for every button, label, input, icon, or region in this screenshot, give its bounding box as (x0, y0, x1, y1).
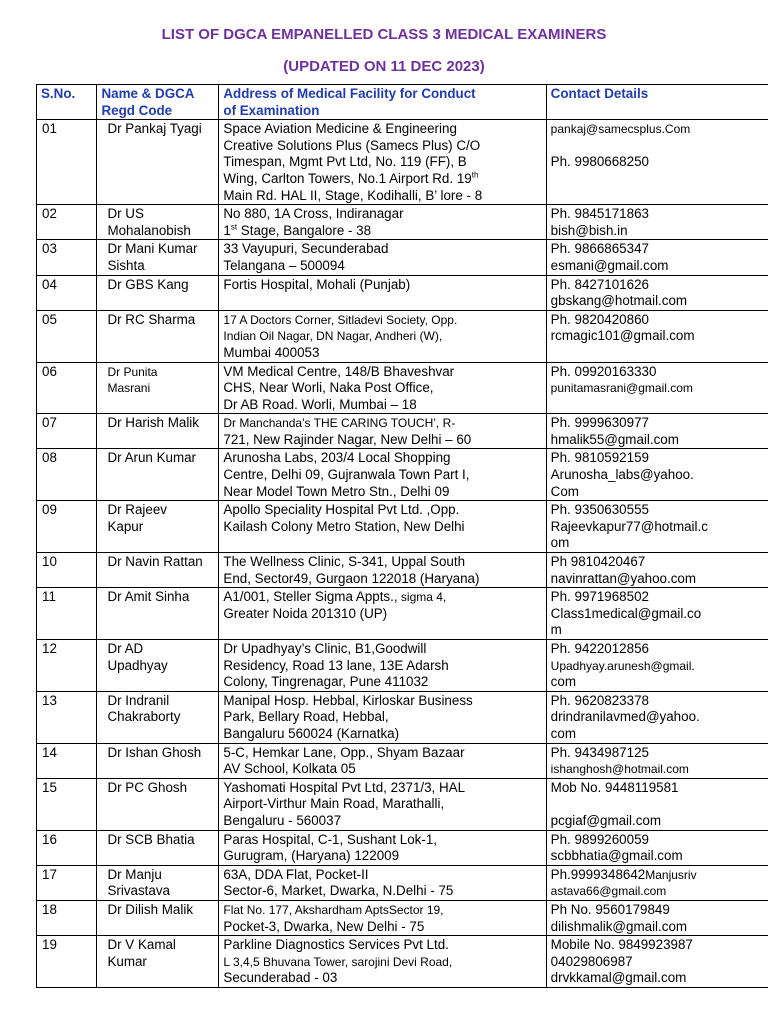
email-link[interactable]: Arunosha_labs@yahoo. (550, 467, 694, 483)
examiner-name: Dr GBS Kang (97, 275, 219, 310)
header-contact: Contact Details (546, 85, 768, 120)
table-row (37, 501, 768, 553)
email-link[interactable]: hmalik55@gmail.com (550, 431, 679, 447)
email-link[interactable]: drvkkamal@gmail.com (550, 970, 687, 986)
contact-details: Ph. 9899260059 scbbhatia@gmail.com (546, 830, 768, 865)
table-row (37, 240, 768, 275)
examiner-name: Dr V Kamal Kumar (97, 936, 219, 988)
examiner-name: Dr Mani Kumar Sishta (97, 240, 219, 275)
email-link[interactable]: gbskang@hotmail.com (550, 293, 688, 309)
facility-address: VM Medical Centre, 148/B Bhaveshvar CHS, Near Worli, Naka Post Office, Dr AB Road. Worli, Mumbai – 18 (219, 362, 546, 414)
email-link[interactable]: Class1medical@gmail.co (550, 605, 702, 621)
table-row (37, 865, 768, 900)
table-row (37, 275, 768, 310)
table-row (37, 553, 768, 588)
email-link[interactable]: pankaj@samecsplus.Com (550, 122, 691, 137)
table-row (37, 778, 768, 830)
row-sno: 05 (37, 310, 97, 362)
examiner-name: Dr Indranil Chakraborty (97, 691, 219, 743)
contact-details: Ph. 9866865347 esmani@gmail.com (546, 240, 768, 275)
table-row (37, 830, 768, 865)
facility-address: Manipal Hosp. Hebbal, Kirloskar Business Park, Bellary Road, Hebbal, Bangaluru 560024 (Karnatka) (219, 691, 546, 743)
examiner-name: Dr US Mohalanobish (97, 205, 219, 240)
email-link[interactable]: scbbhatia@gmail.com (550, 848, 683, 864)
table-row (37, 414, 768, 449)
facility-address: 17 A Doctors Corner, Sitladevi Society, Opp. Indian Oil Nagar, DN Nagar, Andheri (W), Mumbai 400053 (219, 310, 546, 362)
facility-address: Arunosha Labs, 203/4 Local Shopping Centre, Delhi 09, Gujranwala Town Part I, Near Model Town Metro Stn., Delhi 09 (219, 449, 546, 501)
email-link[interactable]: pcgiaf@gmail.com (550, 812, 662, 828)
examiner-name: Dr Manju Srivastava (97, 865, 219, 900)
facility-address: Yashomati Hospital Pvt Ltd, 2371/3, HAL Airport-Virthur Main Road, Marathalli, Bengaluru - 560037 (219, 778, 546, 830)
facility-address: No 880, 1A Cross, Indiranagar 1st Stage, Bangalore - 38 (219, 205, 546, 240)
email-link[interactable]: ishanghosh@hotmail.com (550, 762, 689, 777)
contact-details: Mob No. 9448119581 pcgiaf@gmail.com (546, 778, 768, 830)
email-link[interactable]: navinrattan@yahoo.com (550, 570, 697, 586)
row-sno: 19 (37, 936, 97, 988)
row-sno: 07 (37, 414, 97, 449)
contact-details: Ph. 09920163330 punitamasrani@gmail.com (546, 362, 768, 414)
row-sno: 16 (37, 830, 97, 865)
examiner-name: Dr Ishan Ghosh (97, 743, 219, 778)
contact-details: Ph. 9820420860 rcmagic101@gmail.com (546, 310, 768, 362)
examiner-name: Dr Pankaj Tyagi (97, 120, 219, 205)
row-sno: 17 (37, 865, 97, 900)
contact-details: Ph. 9845171863 bish@bish.in (546, 205, 768, 240)
contact-details: Ph. 9350630555 Rajeevkapur77@hotmail.c om (546, 501, 768, 553)
row-sno: 13 (37, 691, 97, 743)
email-link[interactable]: drindranilavmed@yahoo. (550, 709, 700, 725)
row-sno: 11 (37, 588, 97, 640)
row-sno: 09 (37, 501, 97, 553)
facility-address: The Wellness Clinic, S-341, Uppal South End, Sector49, Gurgaon 122018 (Haryana) (219, 553, 546, 588)
row-sno: 10 (37, 553, 97, 588)
row-sno: 02 (37, 205, 97, 240)
examiner-name: Dr RC Sharma (97, 310, 219, 362)
facility-address: 33 Vayupuri, Secunderabad Telangana – 500094 (219, 240, 546, 275)
examiner-name: Dr Navin Rattan (97, 553, 219, 588)
table-row (37, 588, 768, 640)
facility-address: 63A, DDA Flat, Pocket-II Sector-6, Market, Dwarka, N.Delhi - 75 (219, 865, 546, 900)
contact-details: Ph. 9620823378 drindranilavmed@yahoo. com (546, 691, 768, 743)
table-row (37, 900, 768, 935)
table-row (37, 362, 768, 414)
contact-details: Mobile No. 9849923987 04029806987 drvkkamal@gmail.com (546, 936, 768, 988)
contact-details: Ph. 9999630977 hmalik55@gmail.com (546, 414, 768, 449)
page-title: LIST OF DGCA EMPANELLED CLASS 3 MEDICAL EXAMINERS (161, 26, 607, 43)
table-row (37, 120, 768, 205)
email-link[interactable]: esmani@gmail.com (550, 257, 669, 273)
contact-details: Ph. 9434987125 ishanghosh@hotmail.com (546, 743, 768, 778)
examiner-name: Dr Harish Malik (97, 414, 219, 449)
facility-address: 5-C, Hemkar Lane, Opp., Shyam Bazaar AV School, Kolkata 05 (219, 743, 546, 778)
row-sno: 03 (37, 240, 97, 275)
contact-details: Ph. 8427101626 gbskang@hotmail.com (546, 275, 768, 310)
row-sno: 06 (37, 362, 97, 414)
contact-details: Ph. 9810592159 Arunosha_labs@yahoo. Com (546, 449, 768, 501)
page-subtitle: (UPDATED ON 11 DEC 2023) (283, 58, 485, 75)
table-row (37, 310, 768, 362)
row-sno: 14 (37, 743, 97, 778)
facility-address: Dr Manchanda’s THE CARING TOUCH’, R- 721, New Rajinder Nagar, New Delhi – 60 (219, 414, 546, 449)
email-link[interactable]: bish@bish.in (550, 222, 628, 238)
header-name: Name & DGCA Regd Code (97, 85, 219, 120)
examiner-name: Dr Dilish Malik (97, 900, 219, 935)
email-link[interactable]: punitamasrani@gmail.com (550, 381, 693, 396)
email-link[interactable]: rcmagic101@gmail.com (550, 328, 695, 344)
table-row (37, 743, 768, 778)
header-address: Address of Medical Facility for Conduct of Examination (219, 85, 546, 120)
table-row (37, 691, 768, 743)
facility-address: Parkline Diagnostics Services Pvt Ltd. L 3,4,5 Bhuvana Tower, sarojini Devi Road, Secunderabad - 03 (219, 936, 546, 988)
facility-address: Apollo Speciality Hospital Pvt Ltd. ,Opp. Kailash Colony Metro Station, New Delhi (219, 501, 546, 553)
contact-details: Ph No. 9560179849 dilishmalik@gmail.com (546, 900, 768, 935)
contact-details: Ph 9810420467 navinrattan@yahoo.com (546, 553, 768, 588)
examiner-name: Dr SCB Bhatia (97, 830, 219, 865)
row-sno: 01 (37, 120, 97, 205)
row-sno: 08 (37, 449, 97, 501)
examiners-table (36, 84, 768, 988)
facility-address: Flat No. 177, Akshardham AptsSector 19, Pocket-3, Dwarka, New Delhi - 75 (219, 900, 546, 935)
row-sno: 12 (37, 640, 97, 692)
table-header-row (37, 85, 768, 120)
table-row (37, 936, 768, 988)
row-sno: 15 (37, 778, 97, 830)
table-row (37, 205, 768, 240)
email-link[interactable]: astava66@gmail.com (550, 884, 667, 899)
examiner-name: Dr Arun Kumar (97, 449, 219, 501)
facility-address: Paras Hospital, C-1, Sushant Lok-1, Gurugram, (Haryana) 122009 (219, 830, 546, 865)
header-sno: S.No. (37, 85, 97, 120)
contact-details: Ph. 9422012856 Upadhyay.arunesh@gmail. com (546, 640, 768, 692)
examiner-name: Dr PC Ghosh (97, 778, 219, 830)
facility-address: Dr Upadhyay’s Clinic, B1,Goodwill Residency, Road 13 lane, 13E Adarsh Colony, Tingrenagar, Pune 411032 (219, 640, 546, 692)
email-link[interactable]: dilishmalik@gmail.com (550, 918, 688, 934)
examiner-name: Dr Rajeev Kapur (97, 501, 219, 553)
row-sno: 04 (37, 275, 97, 310)
examiner-name: Dr AD Upadhyay (97, 640, 219, 692)
contact-details: Ph. 9971968502 Class1medical@gmail.co m (546, 588, 768, 640)
contact-details: pankaj@samecsplus.Com Ph. 9980668250 (546, 120, 768, 205)
row-sno: 18 (37, 900, 97, 935)
facility-address: Space Aviation Medicine & Engineering Creative Solutions Plus (Samecs Plus) C/O Timespan, Mgmt Pvt Ltd, No. 119 (FF), B Wing, Carlton Towers, No.1 Airport Rd. 19th Main Rd. HAL II, Stage, Kodihalli, B’ lore - 8 (219, 120, 546, 205)
contact-details: Ph.9999348642Manjusriv astava66@gmail.com (546, 865, 768, 900)
table-row (37, 449, 768, 501)
table-row (37, 640, 768, 692)
examiner-name: Dr Amit Sinha (97, 588, 219, 640)
facility-address: Fortis Hospital, Mohali (Punjab) (219, 275, 546, 310)
facility-address: A1/001, Steller Sigma Appts., sigma 4, Greater Noida 201310 (UP) (219, 588, 546, 640)
email-link[interactable]: Upadhyay.arunesh@gmail. (550, 658, 695, 673)
examiner-name: Dr Punita Masrani (97, 362, 219, 414)
email-link[interactable]: Rajeevkapur77@hotmail.c (550, 518, 708, 534)
